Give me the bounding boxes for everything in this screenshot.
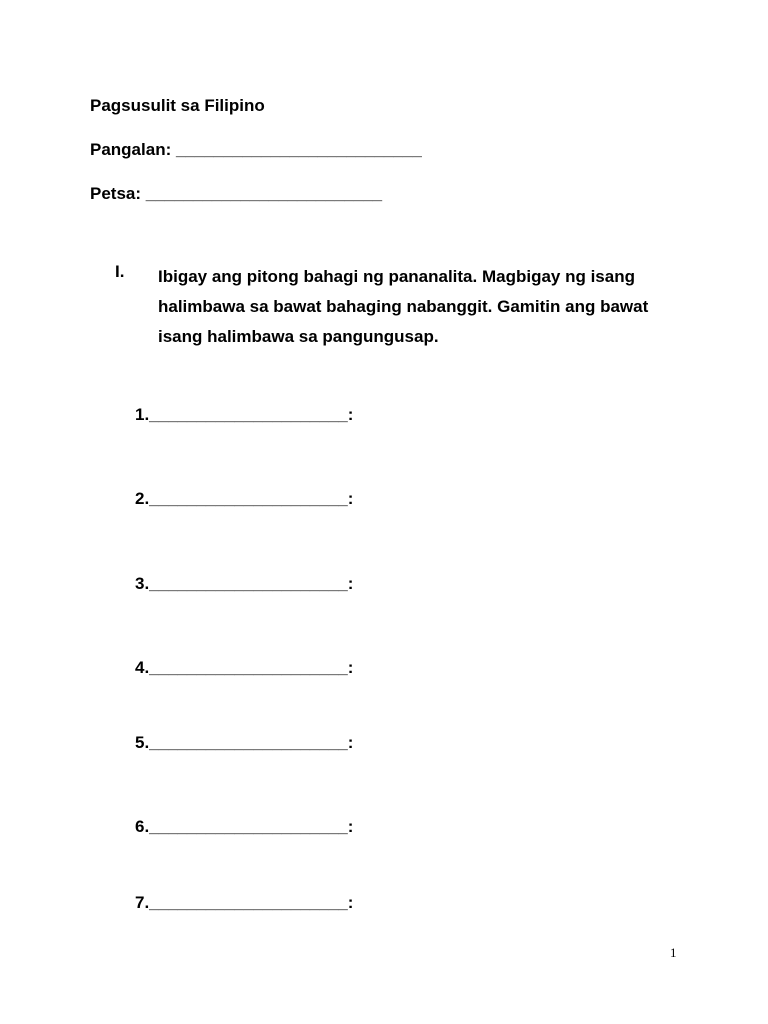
answer-item-2: 2._____________________: <box>135 489 354 508</box>
page-number: 1 <box>670 945 677 960</box>
name-field-line: Pangalan: __________________________ <box>90 140 422 159</box>
instructions-line: Ibigay ang pitong bahagi ng pananalita. Magbigay ng isang <box>158 267 635 286</box>
answer-item-5: 5._____________________: <box>135 733 354 752</box>
document-title: Pagsusulit sa Filipino <box>90 96 265 115</box>
answer-item-3: 3._____________________: <box>135 574 354 593</box>
instructions-line: isang halimbawa sa pangungusap. <box>158 327 439 346</box>
date-field-line: Petsa: _________________________ <box>90 184 383 203</box>
instructions-line: halimbawa sa bawat bahaging nabanggit. Gamitin ang bawat <box>158 297 649 316</box>
answer-item-1: 1._____________________: <box>135 405 354 424</box>
section-numeral: I. <box>115 262 125 281</box>
answer-item-6: 6._____________________: <box>135 817 354 836</box>
answer-item-4: 4._____________________: <box>135 658 354 677</box>
section-instructions <box>158 262 698 352</box>
answer-item-7: 7._____________________: <box>135 893 354 912</box>
